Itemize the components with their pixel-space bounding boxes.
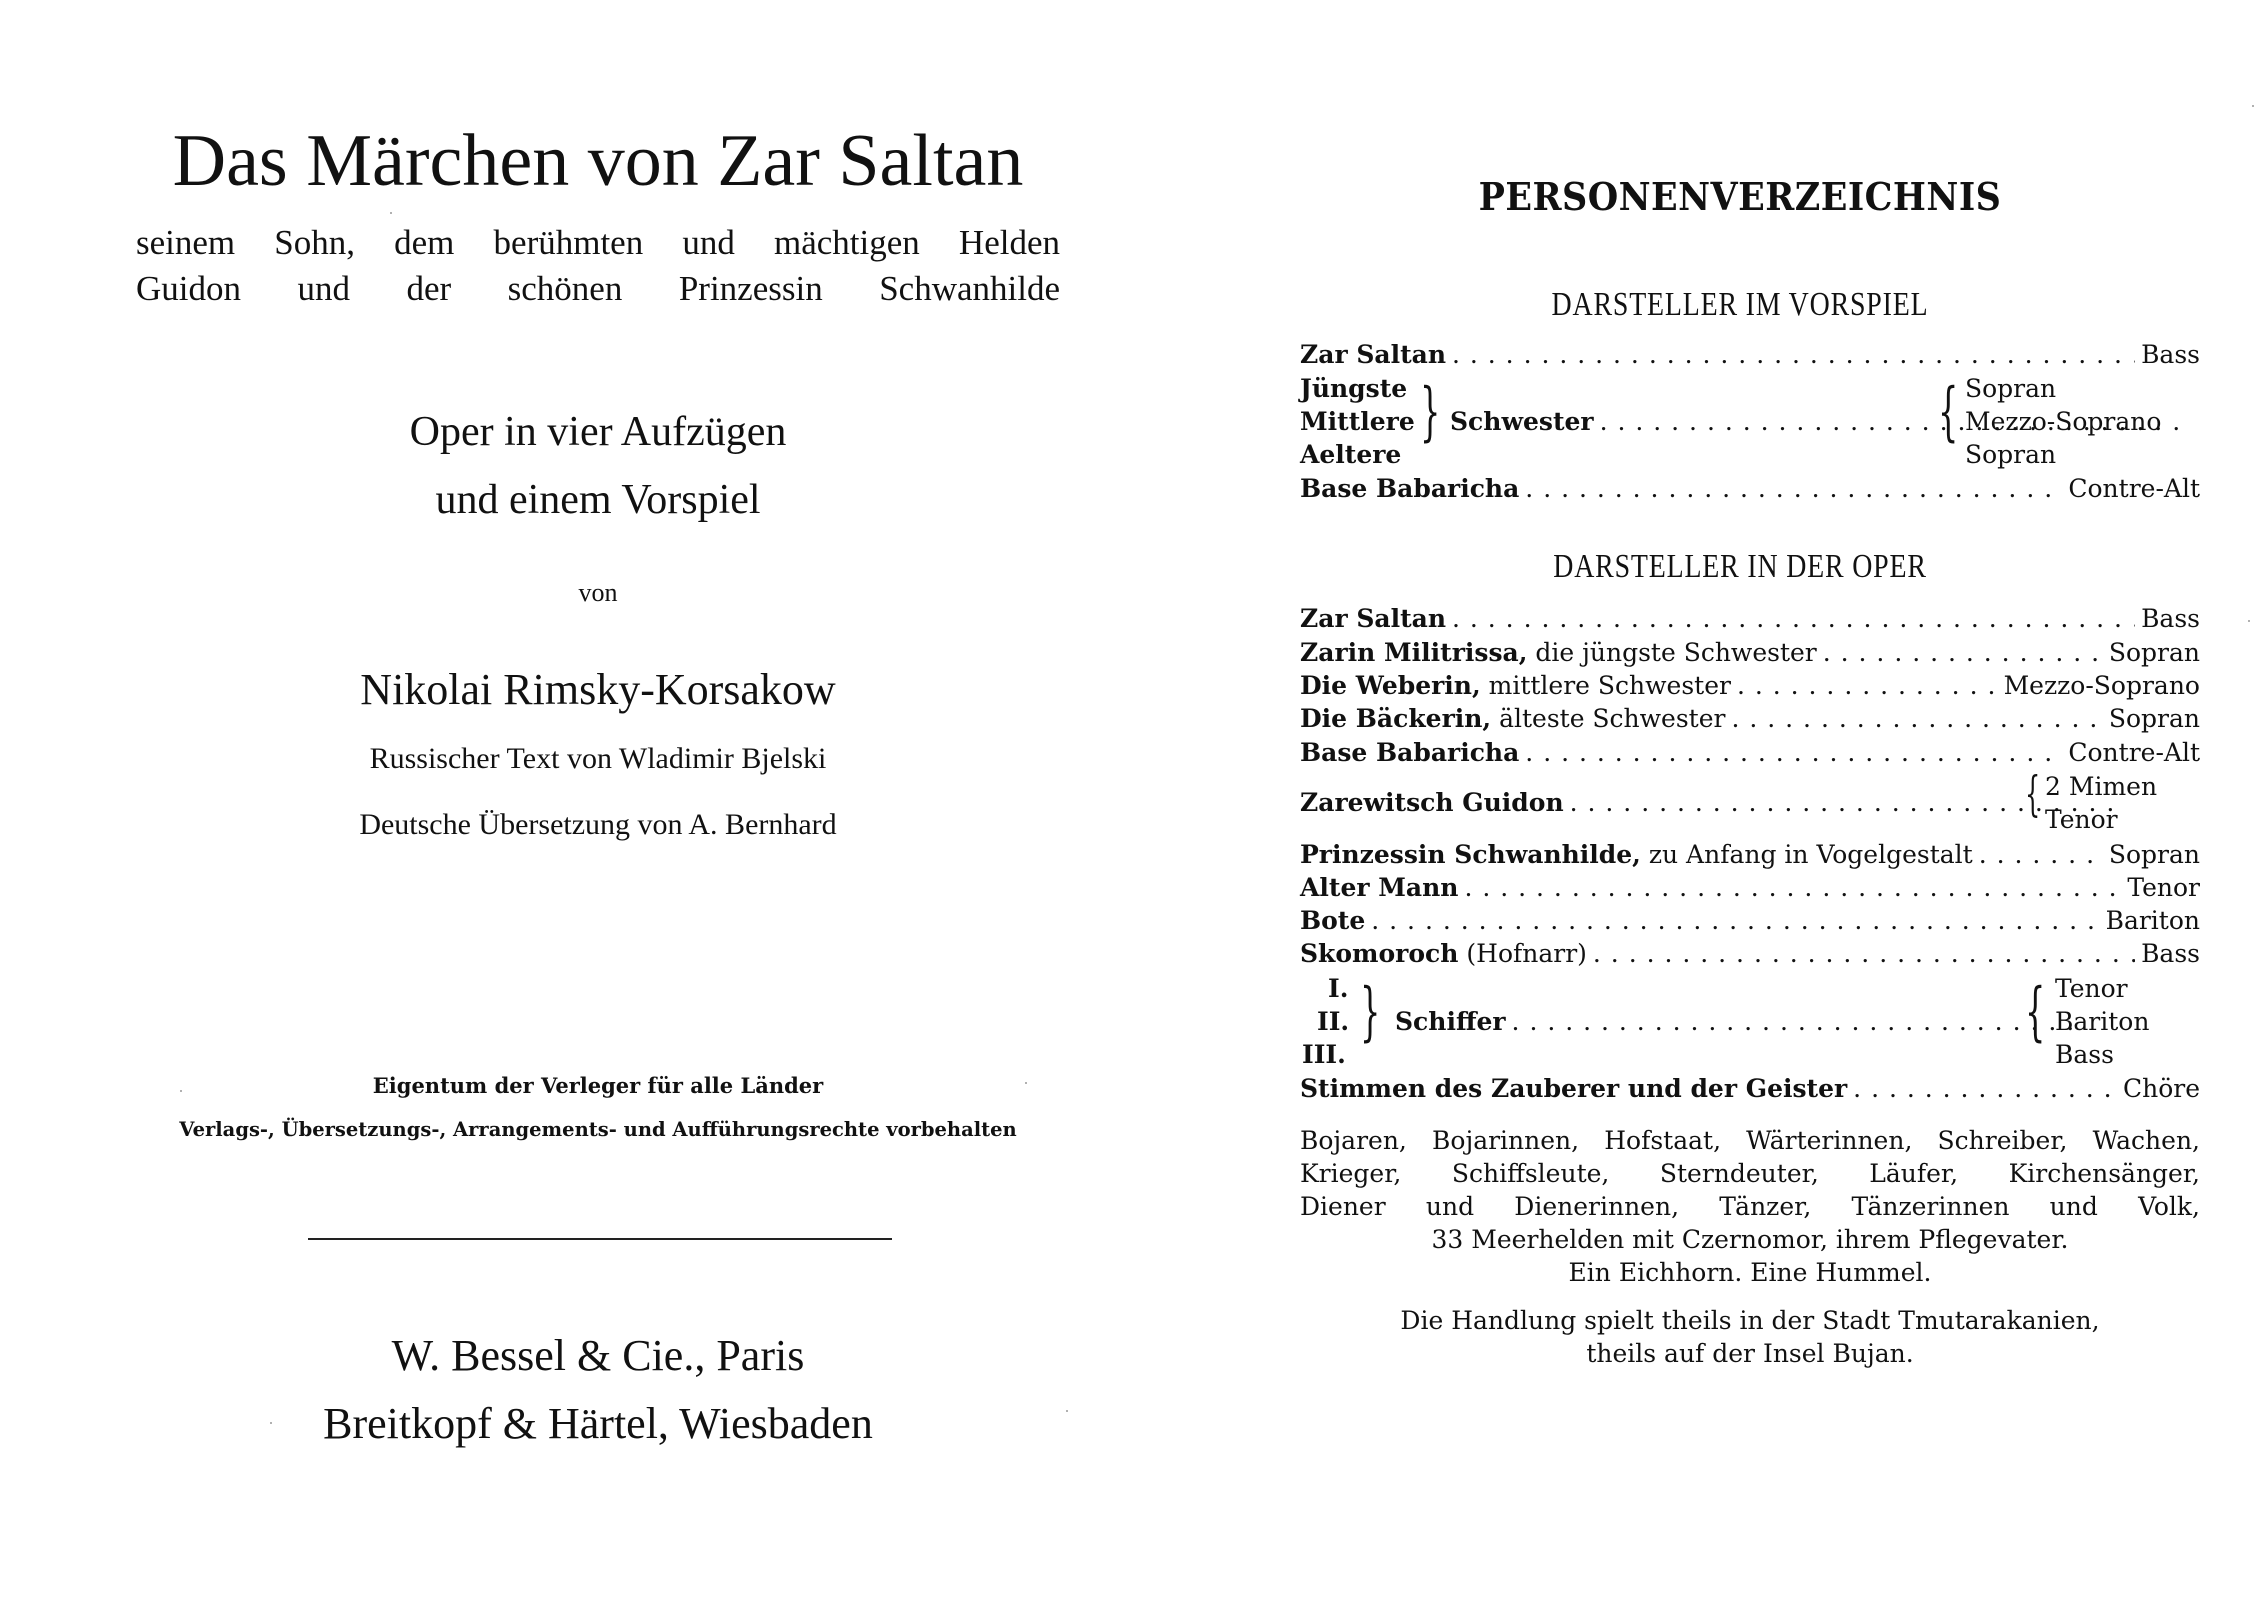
dot-leader: [1464, 871, 2121, 904]
cast-row: [1300, 636, 2200, 669]
cast-row: [1300, 602, 2200, 635]
role-name: Prinzessin Schwanhilde,: [1300, 840, 1641, 869]
cast-row: [1300, 736, 2200, 769]
setting-paragraph: [1300, 1304, 2200, 1370]
opera-cast-heading: DARSTELLER IN DER OPER: [1553, 548, 1927, 585]
scan-speck: [2252, 105, 2254, 107]
voice-type: Tenor: [2127, 873, 2200, 902]
subtitle-line: Guidon und der schönen Prinzessin Schwanhilde: [136, 269, 1060, 308]
extras-line: Diener und Dienerinnen, Tänzer, Tänzerinnen und Volk,: [1300, 1192, 2200, 1221]
dot-leader: [1823, 636, 2103, 669]
sailor-number: I.: [1328, 974, 1349, 1003]
role-name: Base Babaricha: [1300, 474, 1520, 503]
dot-leader: [1853, 1072, 2117, 1105]
scan-speck: [180, 1090, 182, 1092]
role-name: Die Weberin,: [1300, 671, 1481, 700]
role-name: Jüngste: [1300, 374, 1408, 403]
role-name: Bote: [1300, 906, 1366, 935]
role-name: Zar Saltan: [1300, 340, 1446, 369]
opera-description-line: Oper in vier Aufzügen: [409, 409, 787, 455]
cast-row: [1300, 937, 2200, 970]
voice-type: Sopran: [1965, 374, 2057, 403]
voice-type: Sopran: [2108, 638, 2200, 667]
voice-type: Bass: [2141, 604, 2200, 633]
role-name: Aeltere: [1300, 440, 1402, 469]
scan-speck: [2248, 620, 2250, 622]
role-name: Base Babaricha: [1300, 738, 1520, 767]
cast-row: [1300, 871, 2200, 904]
cast-row: [1395, 1005, 2085, 1038]
extras-paragraph: [1300, 1124, 2200, 1289]
role-name: Die Bäckerin,: [1300, 704, 1492, 733]
dot-leader: [1452, 338, 2135, 371]
dot-leader: [1371, 904, 2099, 937]
role-name: Alter Mann: [1300, 873, 1459, 902]
voice-type: Mezzo-Soprano: [2003, 671, 2200, 700]
voice-type: Sopran: [1965, 440, 2057, 469]
voice-type: Contre-Alt: [2068, 738, 2200, 767]
scan-speck: [1025, 1082, 1027, 1084]
role-group-label: Schwester: [1450, 407, 1594, 436]
cast-row: [1300, 838, 2200, 871]
scan-speck: [270, 1422, 272, 1424]
voice-type: Sopran: [2108, 840, 2200, 869]
rights-notice: Eigentum der Verleger für alle Länder: [372, 1073, 824, 1098]
role-name: Mittlere: [1300, 407, 1415, 436]
setting-line: theils auf der Insel Bujan.: [1586, 1339, 1914, 1368]
role-description: mittlere Schwester: [1480, 671, 1731, 700]
role-group-label: Schiffer: [1395, 1007, 1506, 1036]
role-name: Skomoroch: [1300, 939, 1459, 968]
cast-row: [1300, 904, 2200, 937]
left-brace-icon: {: [2025, 766, 2041, 822]
sailor-number: II.: [1317, 1007, 1350, 1036]
opera-description-line: und einem Vorspiel: [435, 477, 761, 523]
dot-leader: [1737, 669, 1998, 702]
by-label: von: [578, 578, 618, 607]
publisher-paris: W. Bessel & Cie., Paris: [391, 1331, 805, 1380]
role-name: Stimmen des Zauberer und der Geister: [1300, 1074, 1848, 1103]
setting-line: Die Handlung spielt theils in der Stadt Tmutarakanien,: [1400, 1306, 2100, 1335]
cast-row: [1300, 669, 2200, 702]
voice-type: Bariton: [2055, 1007, 2150, 1036]
voice-type: Sopran: [2108, 704, 2200, 733]
voice-type: Chöre: [2122, 1074, 2200, 1103]
dot-leader: [1593, 937, 2135, 970]
cast-row: [1300, 786, 2120, 819]
composer-name: Nikolai Rimsky-Korsakow: [360, 665, 836, 714]
role-description: die jüngste Schwester: [1527, 638, 1817, 667]
cast-row: [1300, 702, 2200, 735]
german-translation-credit: Deutsche Übersetzung von A. Bernhard: [359, 808, 837, 841]
extras-line: Krieger, Schiffsleute, Sterndeuter, Läufer, Kirchensänger,: [1300, 1159, 2200, 1188]
sailor-number: III.: [1302, 1040, 1346, 1069]
divider: [308, 1238, 892, 1240]
dot-leader: [1525, 472, 2062, 505]
opera-description: [136, 398, 1060, 534]
voice-type: Tenor: [2045, 805, 2118, 834]
opera-subtitle: [136, 220, 1060, 312]
cast-row: [1300, 338, 2200, 371]
dot-leader: [1731, 702, 2102, 735]
publisher-wiesbaden: Breitkopf & Härtel, Wiesbaden: [323, 1399, 873, 1448]
role-name: Zarewitsch Guidon: [1300, 788, 1564, 817]
right-brace-icon: }: [1360, 975, 1381, 1049]
dot-leader: [1525, 736, 2062, 769]
opera-title: Das Märchen von Zar Saltan: [172, 120, 1024, 202]
voice-type: Bass: [2055, 1040, 2114, 1069]
voice-type: Tenor: [2055, 974, 2128, 1003]
voice-type: Contre-Alt: [2068, 474, 2200, 503]
cast-list-heading: PERSONENVERZEICHNIS: [1478, 174, 2002, 219]
voice-type: Mezzo-Soprano: [1965, 407, 2162, 436]
extras-line: 33 Meerhelden mit Czernomor, ihrem Pflegevater.: [1431, 1225, 2069, 1254]
scan-speck: [1066, 1410, 1068, 1412]
voice-type: Bariton: [2105, 906, 2200, 935]
cast-list-page: [1270, 0, 2263, 1600]
role-name: Zarin Militrissa,: [1300, 638, 1528, 667]
voice-type: Bass: [2141, 340, 2200, 369]
role-description: zu Anfang in Vogelgestalt: [1640, 840, 1973, 869]
right-brace-icon: }: [1420, 375, 1441, 449]
left-brace-icon: {: [1938, 375, 1959, 449]
extras-line: Bojaren, Bojarinnen, Hofstaat, Wärterinnen, Schreiber, Wachen,: [1300, 1126, 2200, 1155]
dot-leader: [1512, 1005, 2079, 1038]
left-brace-icon: {: [2025, 975, 2046, 1049]
voice-type: 2 Mimen: [2045, 772, 2158, 801]
extras-line: Ein Eichhorn. Eine Hummel.: [1568, 1258, 1932, 1287]
subtitle-line: seinem Sohn, dem berühmten und mächtigen Helden: [136, 223, 1060, 262]
role-name: Zar Saltan: [1300, 604, 1446, 633]
voice-type: Bass: [2141, 939, 2200, 968]
prologue-heading: DARSTELLER IM VORSPIEL: [1551, 286, 1929, 323]
dot-leader: [1452, 602, 2135, 635]
rights-reserved: Verlags-, Übersetzungs-, Arrangements- und Aufführungsrechte vorbehalten: [179, 1118, 1017, 1141]
cast-row: [1300, 472, 2200, 505]
scan-speck: [390, 212, 392, 214]
role-description: älteste Schwester: [1491, 704, 1726, 733]
russian-text-credit: Russischer Text von Wladimir Bjelski: [369, 742, 827, 775]
cast-row: [1300, 1072, 2200, 1105]
dot-leader: [1979, 838, 2103, 871]
role-description: (Hofnarr): [1458, 939, 1587, 968]
